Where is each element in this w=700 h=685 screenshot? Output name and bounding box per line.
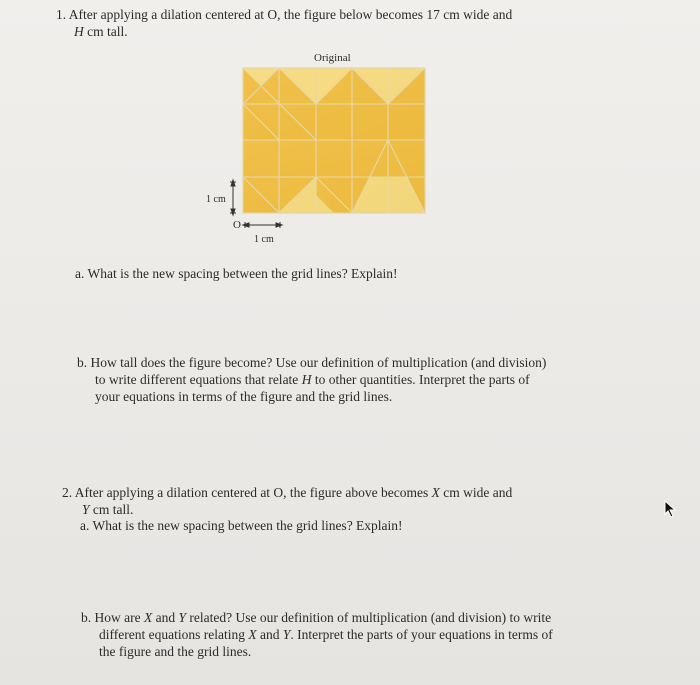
q2b-text: b. How are X and Y related? Use our definition of multiplication (and division) to write different equations relating X and Y. Interpret the parts of your equations in terms of the figure and the grid lines. bbox=[81, 610, 553, 659]
origin-label: O bbox=[233, 219, 241, 231]
vertical-scale-marker bbox=[230, 180, 236, 215]
figure-title: Original bbox=[314, 52, 351, 64]
horizontal-scale-label: 1 cm bbox=[254, 234, 274, 245]
q1b-text: b. How tall does the figure become? Use our definition of multiplication (and division) to write different equations that relate H to other quantities. Interpret the parts of your equations in terms of the figure and the grid lines. bbox=[77, 355, 547, 404]
q1a-text: a. What is the new spacing between the grid lines? Explain! bbox=[75, 266, 398, 281]
horizontal-scale-marker bbox=[243, 222, 282, 228]
vertical-scale-label: 1 cm bbox=[206, 194, 226, 205]
q2-text: 2. After applying a dilation centered at O, the figure above becomes X cm wide and Y cm tall. bbox=[62, 485, 513, 517]
q1-text: 1. After applying a dilation centered at O, the figure below becomes 17 cm wide and H cm tall. bbox=[56, 7, 513, 39]
mouse-cursor-icon bbox=[664, 500, 680, 518]
q2a-text: a. What is the new spacing between the grid lines? Explain! bbox=[80, 518, 403, 533]
